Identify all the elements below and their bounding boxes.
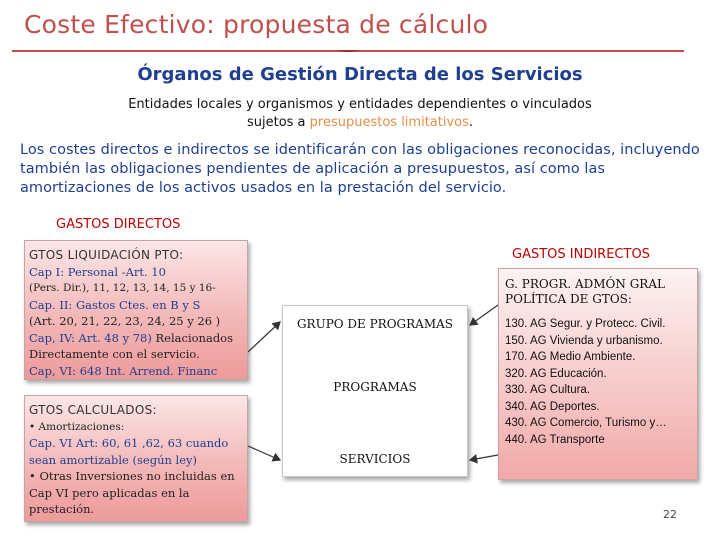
entities-line2-pre: sujetos a — [246, 115, 310, 130]
entities-description — [80, 96, 640, 132]
entities-line1: Entidades locales y organismos y entidades dependientes o vinculados — [128, 97, 592, 112]
cap1-detail: (Pers. Dir.), 11, 12, 13, 14, 15 y 16- — [29, 282, 216, 294]
otras-inversiones-line: • Otras Inversiones no incluidas en Cap VI pero aplicadas en la prestación. — [29, 469, 235, 516]
programas-label: PROGRAMAS — [333, 380, 417, 394]
gi-item: 170. AG Medio Ambiente. — [505, 351, 636, 363]
gastos-indirectos-box — [498, 268, 698, 480]
gastos-indirectos-label: GASTOS INDIRECTOS — [512, 247, 650, 262]
grupo-programas-label: GRUPO DE PROGRAMAS — [296, 317, 454, 331]
title-divider — [12, 50, 684, 52]
programas-box — [282, 305, 468, 477]
arrow-liq-to-grupo — [248, 322, 280, 352]
gastos-directos-label: GASTOS DIRECTOS — [56, 217, 181, 232]
entities-line2-accent: presupuestos limitativos — [309, 115, 469, 130]
cap4-label: Cap, IV: Art. 48 y 78) — [29, 330, 152, 345]
page-number: 22 — [663, 508, 677, 521]
gi-item: 320. AG Educación. — [505, 367, 607, 380]
costs-paragraph: Los costes directos e indirectos se identificarán con las obligaciones reconocidas, incluyendo también las obligaciones pendientes de aplicación a presupuestos, así como las amortizaciones de los activos usados en la prestación del servicio. — [20, 142, 700, 196]
calculados-heading: GTOS CALCULADOS: — [29, 403, 157, 417]
cap6-amort-text: Cap. VI Art: 60, 61 ,62, 63 cuando sean amortizable (según ley) — [29, 436, 229, 467]
cap6-amort-line — [29, 435, 243, 468]
gastos-calculados-box — [24, 395, 248, 522]
arrow-ind-to-grupo — [470, 305, 498, 325]
amortizaciones-line: • Amortizaciones: — [29, 420, 125, 433]
cap2-detail: (Art. 20, 21, 22, 23, 24, 25 y 26 ) — [29, 314, 221, 328]
gprog-heading: G. PROGR. ADMÓN GRAL POLÍTICA DE GTOS: — [505, 277, 665, 306]
cap4-line — [29, 330, 243, 363]
gi-item: 130. AG Segur. y Protecc. Civil. — [505, 318, 666, 330]
gastos-liquidacion-box — [24, 240, 248, 380]
liquidacion-heading: GTOS LIQUIDACIÓN PTO: — [29, 248, 184, 262]
entities-line2-post: . — [468, 115, 474, 130]
cap1-line: Cap I: Personal -Art. 10 — [29, 264, 166, 279]
gi-item: 440. AG Transporte — [505, 433, 605, 446]
gi-item: 150. AG Vivienda y urbanismo. — [505, 334, 663, 347]
cap6-line: Cap, VI: 648 Int. Arrend. Financ — [29, 363, 218, 378]
gi-item: 330. AG Cultura. — [505, 384, 591, 396]
gi-item: 340. AG Deportes. — [505, 400, 600, 413]
gi-item: 430. AG Comercio, Turismo y… — [505, 417, 667, 429]
section-subtitle: Órganos de Gestión Directa de los Servicios — [137, 64, 583, 85]
slide-title: Coste Efectivo: propuesta de cálculo — [24, 10, 489, 39]
cap2-line: Cap. II: Gastos Ctes. en B y S — [29, 297, 201, 312]
connector-arrows-left — [248, 300, 284, 470]
arrow-ind-to-servicios — [470, 455, 498, 460]
gi-code-list — [505, 316, 691, 448]
cap4-tail: Relacionados Directamente con el servicio. — [29, 330, 234, 361]
servicios-label: SERVICIOS — [339, 452, 411, 466]
arrow-calc-to-servicios — [248, 446, 280, 460]
connector-arrows-right — [466, 295, 500, 470]
